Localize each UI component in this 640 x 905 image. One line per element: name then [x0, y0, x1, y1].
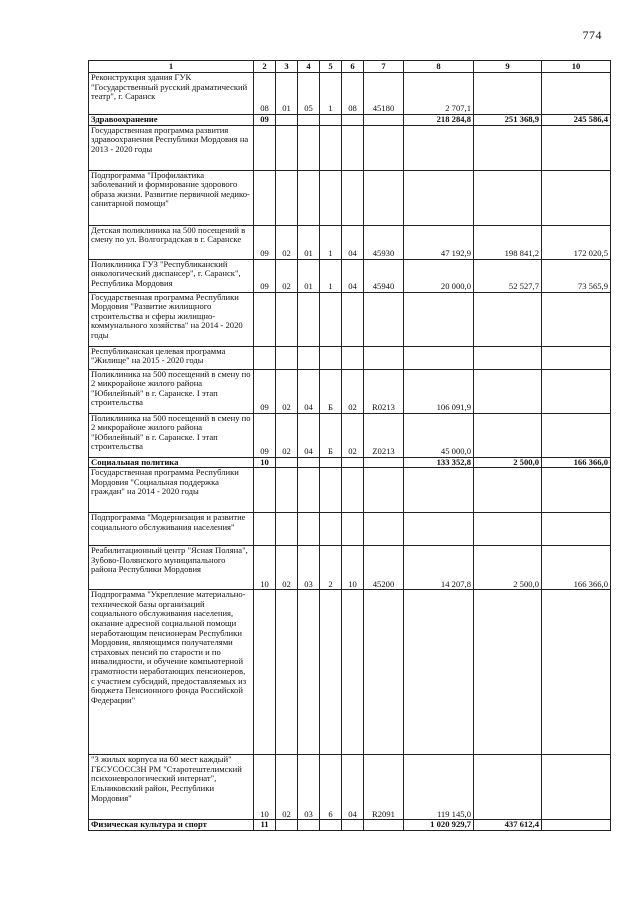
- amount-year-3-cell: [542, 755, 611, 820]
- amount-year-1-cell: 218 284,8: [404, 115, 474, 126]
- table-body: [89, 73, 611, 831]
- subprogram-code-cell: 1: [320, 225, 342, 259]
- subprogram-code-cell: [320, 292, 342, 346]
- program-code-cell: [298, 292, 320, 346]
- amount-year-1-cell: [404, 170, 474, 225]
- section-total-row: [89, 115, 611, 126]
- item-name-cell: Социальная политика: [89, 457, 254, 468]
- expense-code-cell: R2091: [364, 755, 404, 820]
- subprogram-code-cell: [320, 468, 342, 513]
- section-code-cell: [254, 346, 276, 369]
- item-name-cell: Подпрограмма "Модернизация и развитие социального обслуживания населения": [89, 513, 254, 546]
- section-code-cell: [254, 468, 276, 513]
- subprogram-code-cell: [320, 346, 342, 369]
- table-row: [89, 513, 611, 546]
- subsection-code-cell: [276, 125, 298, 170]
- section-code-cell: 11: [254, 820, 276, 831]
- amount-year-3-cell: [542, 413, 611, 457]
- subprogram-code-cell: [320, 820, 342, 831]
- amount-year-1-cell: [404, 125, 474, 170]
- amount-year-1-cell: 1 020 929,7: [404, 820, 474, 831]
- section-code-cell: [254, 590, 276, 755]
- column-header: 3: [276, 61, 298, 73]
- subsection-code-cell: [276, 457, 298, 468]
- item-name-cell: Государственная программа Республики Мордовия "Социальная поддержка граждан" на 2014 - 2020 годы: [89, 468, 254, 513]
- amount-year-2-cell: [474, 755, 542, 820]
- amount-year-2-cell: [474, 369, 542, 413]
- column-header: 1: [89, 61, 254, 73]
- item-name-cell: Подпрограмма "Укрепление материально-технической базы организаций социального обслуживания населения, оказание адресной социальной помощи неработающим пенсионерам Республики Мордовия, являющимся получателями страховых пенсий по старости и по инвалидности, и обучение компьютерной грамотности неработающих пенсионеров, с участием субсидий, предоставляемых из бюджета Пенсионного фонда Российской Федерации": [89, 590, 254, 755]
- section-code-cell: 10: [254, 546, 276, 590]
- expense-code-cell: [364, 346, 404, 369]
- subsection-code-cell: [276, 292, 298, 346]
- expense-code-cell: 45930: [364, 225, 404, 259]
- section-code-cell: 10: [254, 755, 276, 820]
- program-code-cell: 01: [298, 259, 320, 292]
- item-name-cell: Реабилитационный центр "Ясная Поляна", Зубово-Полянского муниципального района Республики Мордовия: [89, 546, 254, 590]
- expense-code-cell: [364, 513, 404, 546]
- amount-year-1-cell: [404, 468, 474, 513]
- subsection-code-cell: 02: [276, 546, 298, 590]
- amount-year-2-cell: [474, 292, 542, 346]
- table-row: [89, 755, 611, 820]
- program-code-cell: [298, 125, 320, 170]
- subsection-code-cell: 02: [276, 259, 298, 292]
- table-row: [89, 346, 611, 369]
- page-number: 774: [582, 28, 602, 42]
- header-row: [89, 61, 611, 73]
- subsection-code-cell: [276, 590, 298, 755]
- amount-year-2-cell: [474, 73, 542, 115]
- program-code-cell: [298, 457, 320, 468]
- subsection-code-cell: [276, 170, 298, 225]
- direction-code-cell: [342, 115, 364, 126]
- section-code-cell: [254, 513, 276, 546]
- subprogram-code-cell: [320, 170, 342, 225]
- section-code-cell: 08: [254, 73, 276, 115]
- expense-code-cell: [364, 292, 404, 346]
- section-code-cell: 09: [254, 369, 276, 413]
- column-header: 6: [342, 61, 364, 73]
- table-row: [89, 413, 611, 457]
- direction-code-cell: 08: [342, 73, 364, 115]
- direction-code-cell: 04: [342, 755, 364, 820]
- table-row: [89, 369, 611, 413]
- table-row: [89, 225, 611, 259]
- amount-year-1-cell: 45 000,0: [404, 413, 474, 457]
- amount-year-2-cell: [474, 125, 542, 170]
- direction-code-cell: 10: [342, 546, 364, 590]
- section-code-cell: [254, 292, 276, 346]
- amount-year-1-cell: [404, 590, 474, 755]
- program-code-cell: [298, 513, 320, 546]
- table-row: [89, 590, 611, 755]
- expense-code-cell: [364, 820, 404, 831]
- column-header: 10: [542, 61, 611, 73]
- section-code-cell: 10: [254, 457, 276, 468]
- program-code-cell: [298, 170, 320, 225]
- amount-year-2-cell: [474, 346, 542, 369]
- amount-year-3-cell: [542, 346, 611, 369]
- amount-year-3-cell: 172 020,5: [542, 225, 611, 259]
- amount-year-2-cell: [474, 413, 542, 457]
- subsection-code-cell: 02: [276, 369, 298, 413]
- amount-year-3-cell: [542, 513, 611, 546]
- program-code-cell: [298, 820, 320, 831]
- column-header: 7: [364, 61, 404, 73]
- subprogram-code-cell: [320, 590, 342, 755]
- table-row: [89, 468, 611, 513]
- direction-code-cell: 02: [342, 413, 364, 457]
- section-code-cell: [254, 170, 276, 225]
- section-total-row: [89, 820, 611, 831]
- subprogram-code-cell: Б: [320, 413, 342, 457]
- program-code-cell: [298, 115, 320, 126]
- section-code-cell: 09: [254, 413, 276, 457]
- expense-code-cell: [364, 590, 404, 755]
- subsection-code-cell: 01: [276, 73, 298, 115]
- item-name-cell: "3 жилых корпуса на 60 мест каждый" ГБСУСОССЗН РМ "Старотештелимский психоневрологический интернат", Ельниковский район, Республики Мордовия": [89, 755, 254, 820]
- expense-code-cell: [364, 170, 404, 225]
- amount-year-3-cell: 166 366,0: [542, 457, 611, 468]
- subprogram-code-cell: 1: [320, 73, 342, 115]
- subprogram-code-cell: Б: [320, 369, 342, 413]
- item-name-cell: Детская поликлиника на 500 посещений в смену по ул. Волгоградская в г. Саранске: [89, 225, 254, 259]
- program-code-cell: 03: [298, 546, 320, 590]
- subsection-code-cell: 02: [276, 755, 298, 820]
- amount-year-2-cell: 2 500,0: [474, 457, 542, 468]
- column-header: 8: [404, 61, 474, 73]
- table-row: [89, 546, 611, 590]
- expense-code-cell: [364, 468, 404, 513]
- subsection-code-cell: [276, 115, 298, 126]
- amount-year-2-cell: 198 841,2: [474, 225, 542, 259]
- table-row: [89, 170, 611, 225]
- subprogram-code-cell: [320, 513, 342, 546]
- subprogram-code-cell: [320, 125, 342, 170]
- program-code-cell: 05: [298, 73, 320, 115]
- program-code-cell: [298, 590, 320, 755]
- direction-code-cell: 04: [342, 259, 364, 292]
- item-name-cell: Поликлиника на 500 посещений в смену по 2 микрорайоне жилого района "Юбилейный" в г. Саранске. I этап строительства: [89, 413, 254, 457]
- direction-code-cell: [342, 820, 364, 831]
- item-name-cell: Республиканская целевая программа "Жилище" на 2015 - 2020 годы: [89, 346, 254, 369]
- amount-year-3-cell: [542, 73, 611, 115]
- column-header: 9: [474, 61, 542, 73]
- amount-year-1-cell: 14 207,8: [404, 546, 474, 590]
- expense-code-cell: [364, 115, 404, 126]
- expense-code-cell: 45180: [364, 73, 404, 115]
- subsection-code-cell: [276, 468, 298, 513]
- amount-year-2-cell: 437 612,4: [474, 820, 542, 831]
- table-row: [89, 259, 611, 292]
- subprogram-code-cell: 6: [320, 755, 342, 820]
- subsection-code-cell: 02: [276, 225, 298, 259]
- amount-year-3-cell: [542, 590, 611, 755]
- item-name-cell: Государственная программа Республики Мордовия "Развитие жилищного строительства и сферы жилищно-коммунального хозяйства" на 2014 - 2020 годы: [89, 292, 254, 346]
- expense-code-cell: R0213: [364, 369, 404, 413]
- amount-year-3-cell: [542, 369, 611, 413]
- item-name-cell: Физическая культура и спорт: [89, 820, 254, 831]
- program-code-cell: 04: [298, 413, 320, 457]
- amount-year-1-cell: 133 352,8: [404, 457, 474, 468]
- section-total-row: [89, 457, 611, 468]
- section-code-cell: 09: [254, 259, 276, 292]
- program-code-cell: [298, 468, 320, 513]
- program-code-cell: 03: [298, 755, 320, 820]
- item-name-cell: Реконструкция здания ГУК "Государственный русский драматический театр", г. Саранск: [89, 73, 254, 115]
- amount-year-2-cell: 2 500,0: [474, 546, 542, 590]
- amount-year-1-cell: 47 192,9: [404, 225, 474, 259]
- amount-year-3-cell: [542, 125, 611, 170]
- expense-code-cell: [364, 457, 404, 468]
- table-row: [89, 73, 611, 115]
- amount-year-2-cell: [474, 513, 542, 546]
- section-code-cell: [254, 125, 276, 170]
- expense-code-cell: 45200: [364, 546, 404, 590]
- amount-year-3-cell: [542, 170, 611, 225]
- expense-code-cell: Z0213: [364, 413, 404, 457]
- amount-year-2-cell: [474, 468, 542, 513]
- amount-year-2-cell: [474, 170, 542, 225]
- direction-code-cell: [342, 457, 364, 468]
- direction-code-cell: [342, 590, 364, 755]
- amount-year-3-cell: [542, 820, 611, 831]
- amount-year-1-cell: [404, 292, 474, 346]
- direction-code-cell: 04: [342, 225, 364, 259]
- program-code-cell: [298, 346, 320, 369]
- table-row: [89, 125, 611, 170]
- amount-year-1-cell: [404, 513, 474, 546]
- subprogram-code-cell: [320, 115, 342, 126]
- amount-year-3-cell: 245 586,4: [542, 115, 611, 126]
- section-code-cell: 09: [254, 225, 276, 259]
- expense-code-cell: 45940: [364, 259, 404, 292]
- subsection-code-cell: 02: [276, 413, 298, 457]
- subprogram-code-cell: 2: [320, 546, 342, 590]
- amount-year-2-cell: 52 527,7: [474, 259, 542, 292]
- column-header: 2: [254, 61, 276, 73]
- amount-year-3-cell: 73 565,9: [542, 259, 611, 292]
- amount-year-3-cell: 166 366,0: [542, 546, 611, 590]
- amount-year-2-cell: 251 368,9: [474, 115, 542, 126]
- direction-code-cell: [342, 292, 364, 346]
- section-code-cell: 09: [254, 115, 276, 126]
- subsection-code-cell: [276, 346, 298, 369]
- amount-year-1-cell: 20 000,0: [404, 259, 474, 292]
- amount-year-1-cell: 119 145,0: [404, 755, 474, 820]
- subsection-code-cell: [276, 820, 298, 831]
- table-row: [89, 292, 611, 346]
- direction-code-cell: [342, 346, 364, 369]
- item-name-cell: Подпрограмма "Профилактика заболеваний и формирование здорового образа жизни. Развитие первичной медико-санитарной помощи": [89, 170, 254, 225]
- direction-code-cell: 02: [342, 369, 364, 413]
- subprogram-code-cell: [320, 457, 342, 468]
- amount-year-1-cell: [404, 346, 474, 369]
- column-header: 5: [320, 61, 342, 73]
- direction-code-cell: [342, 468, 364, 513]
- amount-year-1-cell: 106 091,9: [404, 369, 474, 413]
- expense-code-cell: [364, 125, 404, 170]
- amount-year-3-cell: [542, 292, 611, 346]
- subprogram-code-cell: 1: [320, 259, 342, 292]
- direction-code-cell: [342, 513, 364, 546]
- item-name-cell: Государственная программа развития здравоохранения Республики Мордовия на 2013 - 2020 годы: [89, 125, 254, 170]
- direction-code-cell: [342, 125, 364, 170]
- budget-table: [88, 60, 611, 831]
- direction-code-cell: [342, 170, 364, 225]
- amount-year-1-cell: 2 707,1: [404, 73, 474, 115]
- program-code-cell: 01: [298, 225, 320, 259]
- amount-year-3-cell: [542, 468, 611, 513]
- amount-year-2-cell: [474, 590, 542, 755]
- subsection-code-cell: [276, 513, 298, 546]
- program-code-cell: 04: [298, 369, 320, 413]
- item-name-cell: Поликлиника на 500 посещений в смену по 2 микрорайоне жилого района "Юбилейный" в г. Саранске. I этап строительства: [89, 369, 254, 413]
- item-name-cell: Поликлиника ГУЗ "Республиканский онкологический диспансер", г. Саранск", Республика Мордовия: [89, 259, 254, 292]
- column-header: 4: [298, 61, 320, 73]
- item-name-cell: Здравоохранение: [89, 115, 254, 126]
